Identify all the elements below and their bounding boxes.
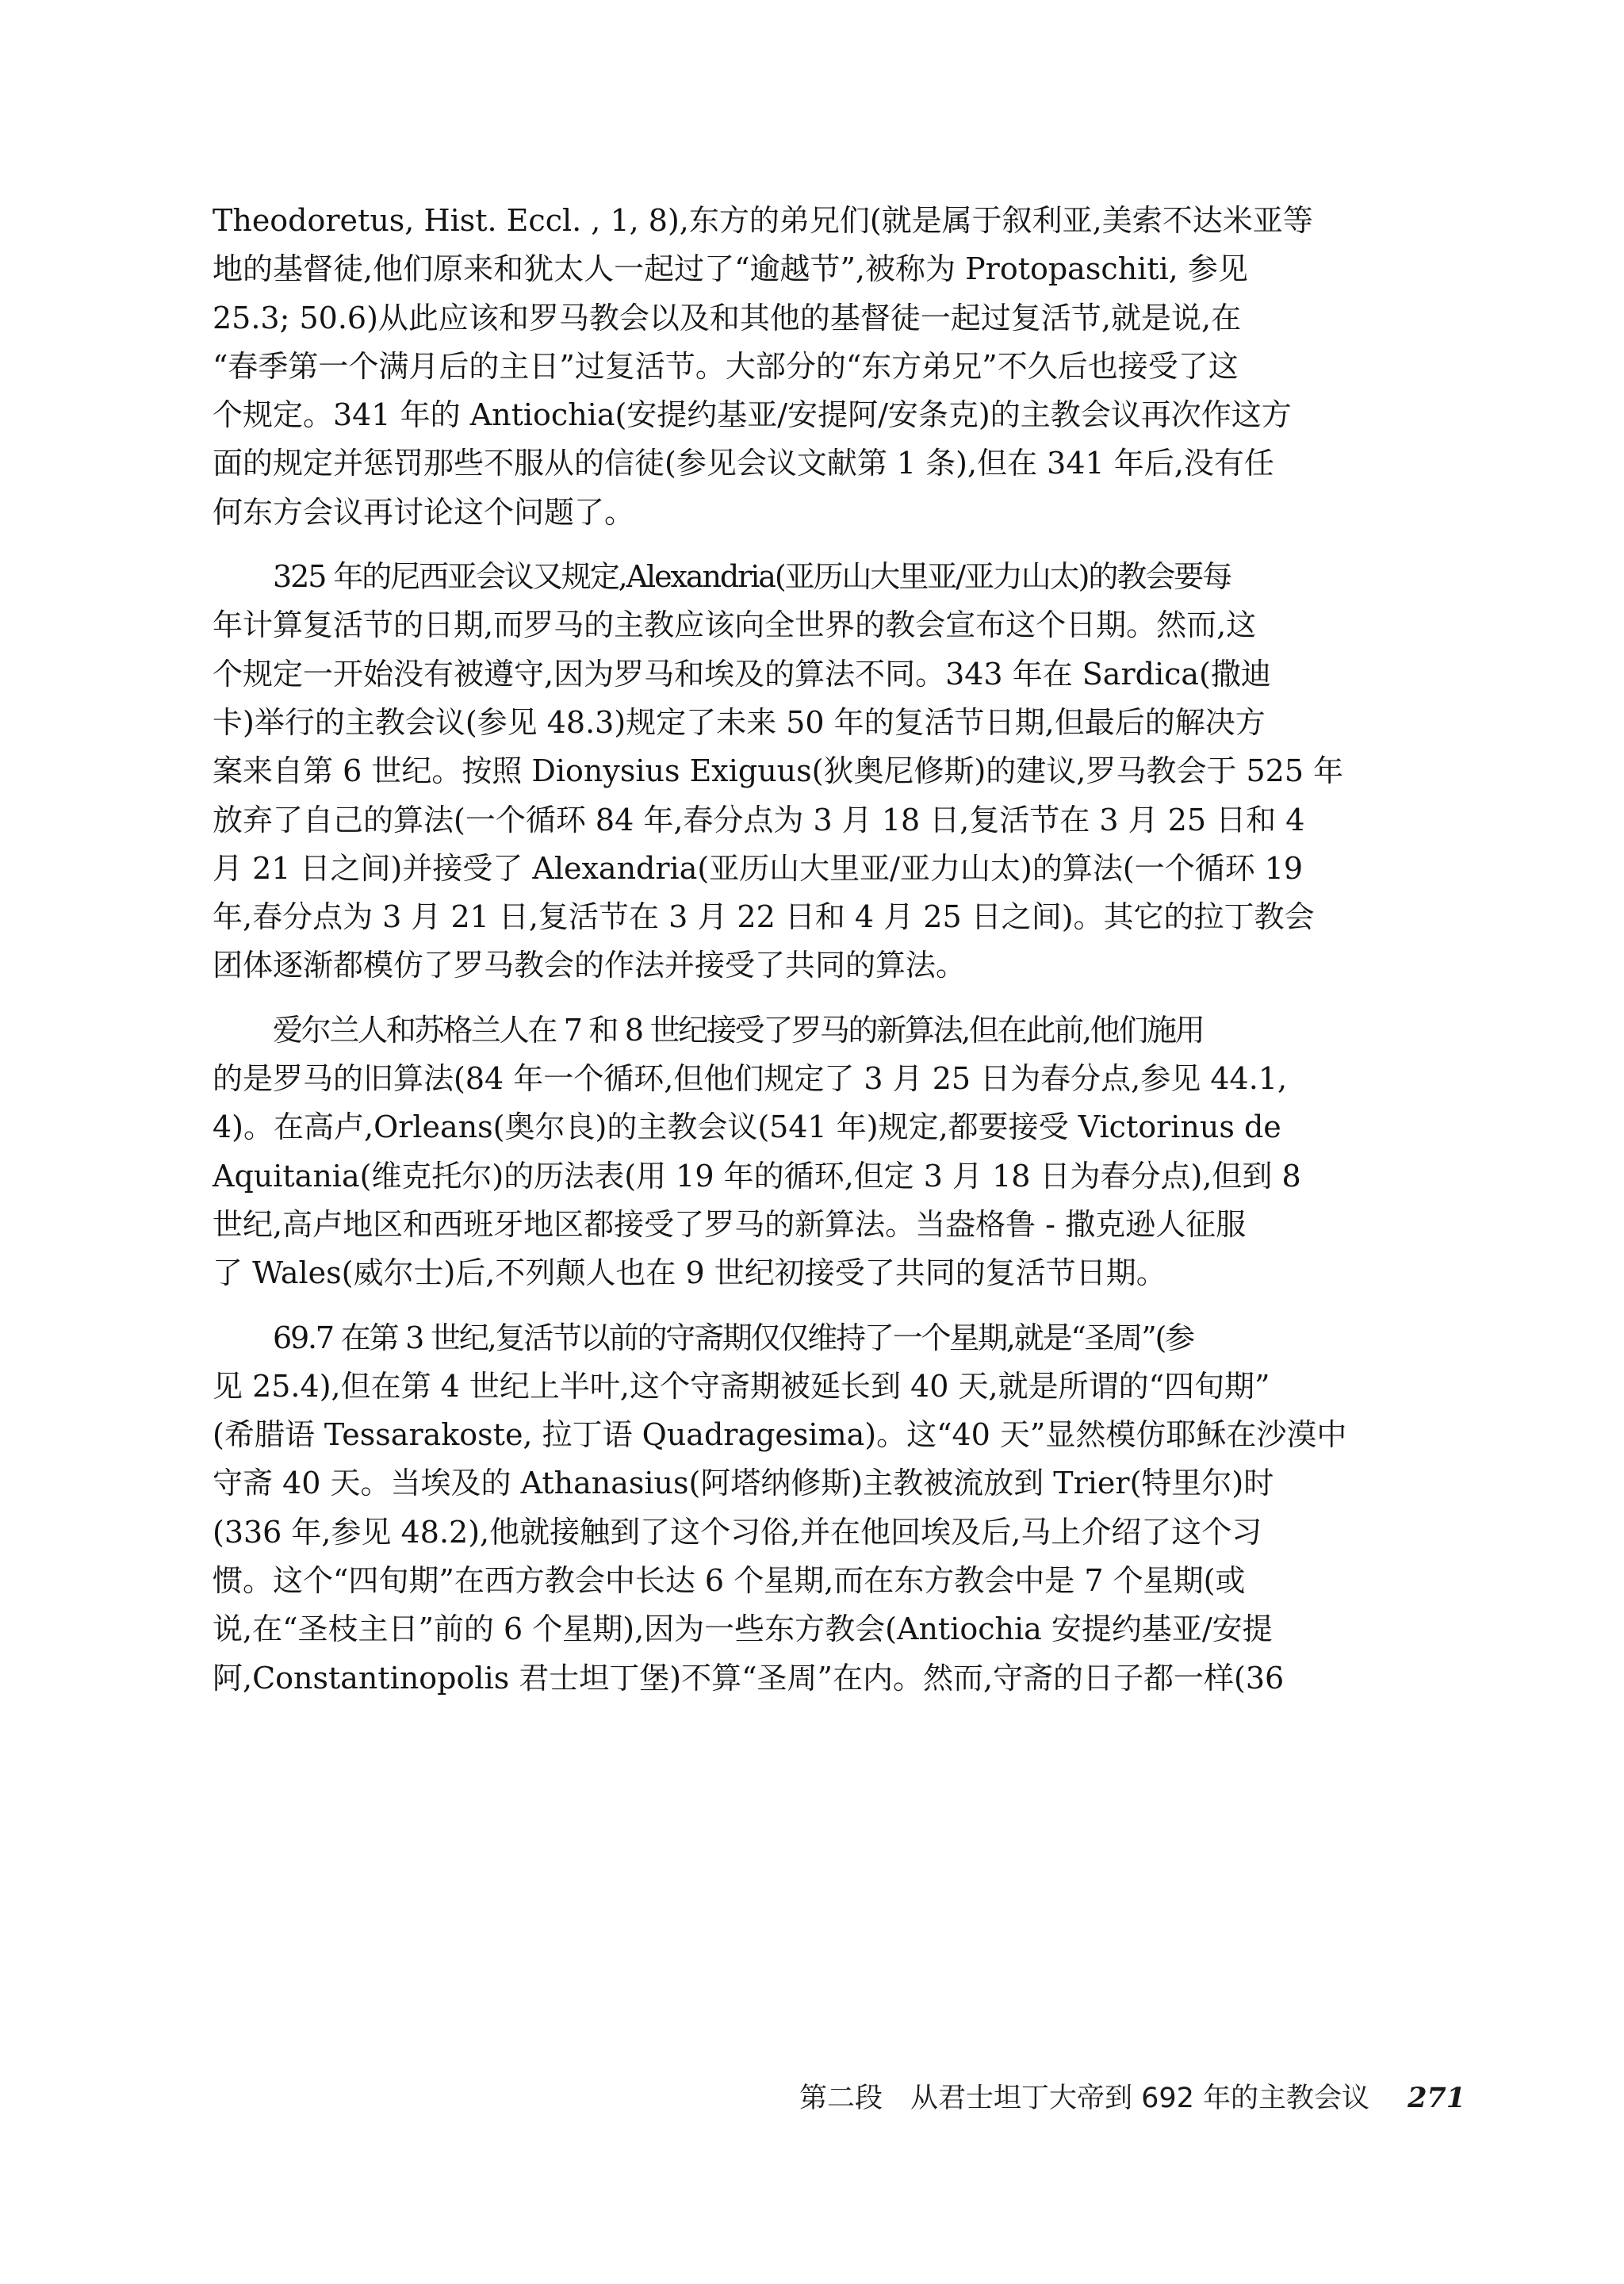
text-line: 卡)举行的主教会议(参见 48.3)规定了未来 50 年的复活节日期,但最后的解决方	[213, 704, 1266, 740]
text-line: 惯。这个“四旬期”在西方教会中长达 6 个星期,而在东方教会中是 7 个星期(或	[213, 1563, 1246, 1599]
text-line: Theodoretus, Hist. Eccl. , 1, 8),东方的弟兄们(就是属于叙利亚,美索不达米亚等	[213, 203, 1313, 238]
text-line: Aquitania(维克托尔)的历法表(用 19 年的循环,但定 3 月 18 日为春分点),但到 8	[213, 1158, 1301, 1194]
page-number: 271	[1408, 2082, 1466, 2114]
text-line: (希腊语 Tessarakoste, 拉丁语 Quadragesima)。这“40 天”显然模仿耶稣在沙漠中	[213, 1417, 1347, 1453]
text-line: 月 21 日之间)并接受了 Alexandria(亚历山大里亚/亚力山太)的算法(一个循环 19	[213, 850, 1304, 886]
text-line: 25.3; 50.6)从此应该和罗马教会以及和其他的基督徒一起过复活节,就是说,在	[213, 300, 1242, 335]
text-line: 世纪,高卢地区和西班牙地区都接受了罗马的新算法。当盎格鲁 - 撒克逊人征服	[213, 1206, 1247, 1242]
text-line: 个规定。341 年的 Antiochia(安提约基亚/安提阿/安条克)的主教会议再次作这方	[213, 397, 1292, 433]
text-line: 放弃了自己的算法(一个循环 84 年,春分点为 3 月 18 日,复活节在 3 月 25 日和 4	[213, 802, 1305, 837]
text-line: 年计算复活节的日期,而罗马的主教应该向全世界的教会宣布这个日期。然而,这	[213, 607, 1257, 643]
text-line: 4)。在高卢,Orleans(奥尔良)的主教会议(541 年)规定,都要接受 Victorinus de	[213, 1109, 1281, 1145]
text-line: 团体逐渐都模仿了罗马教会的作法并接受了共同的算法。	[213, 948, 967, 983]
text-line: 阿,Constantinopolis 君士坦丁堡)不算“圣周”在内。然而,守斋的日子都一样(36	[213, 1660, 1285, 1696]
text-line: 年,春分点为 3 月 21 日,复活节在 3 月 22 日和 4 月 25 日之间)。其它的拉丁教会	[213, 899, 1315, 935]
text-line: 面的规定并惩罚那些不服从的信徒(参见会议文献第 1 条),但在 341 年后,没有任	[213, 446, 1274, 481]
page-footer	[799, 2076, 1513, 2116]
text-line: (336 年,参见 48.2),他就接触到了这个习俗,并在他回埃及后,马上介绍了这个习	[213, 1514, 1262, 1550]
text-line: 地的基督徒,他们原来和犹太人一起过了“逾越节”,被称为 Protopaschiti, 参见	[213, 251, 1248, 287]
text-line: 的是罗马的旧算法(84 年一个循环,但他们规定了 3 月 25 日为春分点,参见 44.1,	[213, 1061, 1288, 1097]
running-head: 第二段 从君士坦丁大帝到 692 年的主教会议	[799, 2083, 1370, 2114]
text-line: 69.7 在第 3 世纪,复活节以前的守斋期仅仅维持了一个星期,就是“圣周”(参	[273, 1320, 1193, 1355]
text-line: 了 Wales(威尔士)后,不列颠人也在 9 世纪初接受了共同的复活节日期。	[213, 1255, 1166, 1291]
text-line: 325 年的尼西亚会议又规定,Alexandria(亚历山大里亚/亚力山太)的教会要每	[273, 559, 1231, 595]
text-line: 个规定一开始没有被遵守,因为罗马和埃及的算法不同。343 年在 Sardica(撒迪	[213, 656, 1271, 692]
text-line: “春季第一个满月后的主日”过复活节。大部分的“东方弟兄”不久后也接受了这	[213, 348, 1239, 384]
text-line: 案来自第 6 世纪。按照 Dionysius Exiguus(狄奥尼修斯)的建议,罗马教会于 525 年	[213, 753, 1344, 789]
text-line: 何东方会议再讨论这个问题了。	[213, 494, 635, 530]
text-line: 说,在“圣枝主日”前的 6 个星期),因为一些东方教会(Antiochia 安提约基亚/安提	[213, 1611, 1273, 1647]
text-line: 见 25.4),但在第 4 世纪上半叶,这个守斋期被延长到 40 天,就是所谓的“四旬期”	[213, 1368, 1270, 1404]
text-line: 爱尔兰人和苏格兰人在 7 和 8 世纪接受了罗马的新算法,但在此前,他们施用	[273, 1012, 1204, 1048]
text-line: 守斋 40 天。当埃及的 Athanasius(阿塔纳修斯)主教被流放到 Trier(特里尔)时	[213, 1466, 1274, 1501]
body-text	[213, 197, 1421, 1703]
